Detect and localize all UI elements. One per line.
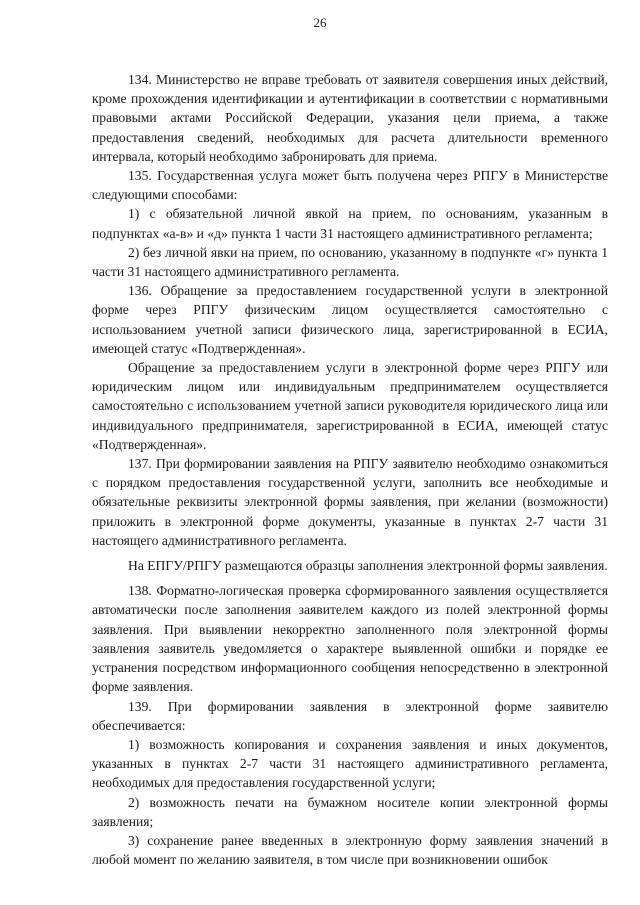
paragraph-135: 135. Государственная услуга может быть получена через РПГУ в Министерстве следующими способами: [92,168,608,203]
paragraph-136: 136. Обращение за предоставлением государственной услуги в электронной форме через РПГУ физическим лицом осуществляется самостоятельно с использованием учетной записи физического лица, зарегистрированной в ЕСИА, имеющей статус «Подтвержденная». [92,283,608,356]
paragraph-138: 138. Форматно-логическая проверка сформированного заявления осуществляется автоматически после заполнения заявителем каждого из полей электронной формы заявления. При выявлении некорректно заполненного поля электронной формы заявления заявитель уведомляется о характере выявленной ошибки и порядке ее устранения посредством информационного сообщения непосредственно в электронной форме заявления. [92,583,608,695]
paragraph-134: 134. Министерство не вправе требовать от заявителя совершения иных действий, кроме прохождения идентификации и аутентификации в соответствии с нормативными правовыми актами Российской Федерации, указания цели приема, а также предоставления сведений, необходимых для расчета длительности временного интервала, который необходимо забронировать для приема. [92,72,608,164]
paragraph-139-item-1: 1) возможность копирования и сохранения заявления и иных документов, указанных в пунктах 2-7 части 31 настоящего административного регламента, необходимых для предоставления государственной услуги; [92,736,608,791]
paragraph-137: 137. При формировании заявления на РПГУ заявителю необходимо ознакомиться с порядком предоставления государственной услуги, заполнить все необходимые и обязательные реквизиты электронной формы заявления, при желании (возможности) приложить в электронной форме документы, указанные в пунктах 2-7 части 31 настоящего административного регламента. [92,456,608,548]
paragraph-135-item-2: 2) без личной явки на прием, по основанию, указанному в подпункте «г» пункта 1 части 31 настоящего административного регламента. [92,244,608,280]
paragraph-135-item-1: 1) с обязательной личной явкой на прием, по основаниям, указанным в подпунктах «а-в» и «д» пункта 1 части 31 настоящего административного регламента; [92,206,608,241]
paragraph-139-item-3: 3) сохранение ранее введенных в электронную форму заявления значений в любой момент по желанию заявителя, в том числе при возникновении ошибок [92,832,608,868]
paragraph-139-item-2: 2) возможность печати на бумажном носителе копии электронной формы заявления; [92,794,608,829]
document-body [92,70,608,869]
paragraph-136-legal-entities: Обращение за предоставлением услуги в электронной форме через РПГУ или юридическим лицом или индивидуальным предпринимателем осуществляется самостоятельно с использованием учетной записи руководителя юридического лица или индивидуального предпринимателя, зарегистрированной в ЕСИА, имеющей статус «Подтвержденная». [92,360,608,452]
paragraph-137-samples: На ЕПГУ/РПГУ размещаются образцы заполнения электронной формы заявления. [128,558,608,574]
page-number: 26 [313,15,327,30]
paragraph-139: 139. При формировании заявления в электронной форме заявителю обеспечивается: [92,698,608,733]
